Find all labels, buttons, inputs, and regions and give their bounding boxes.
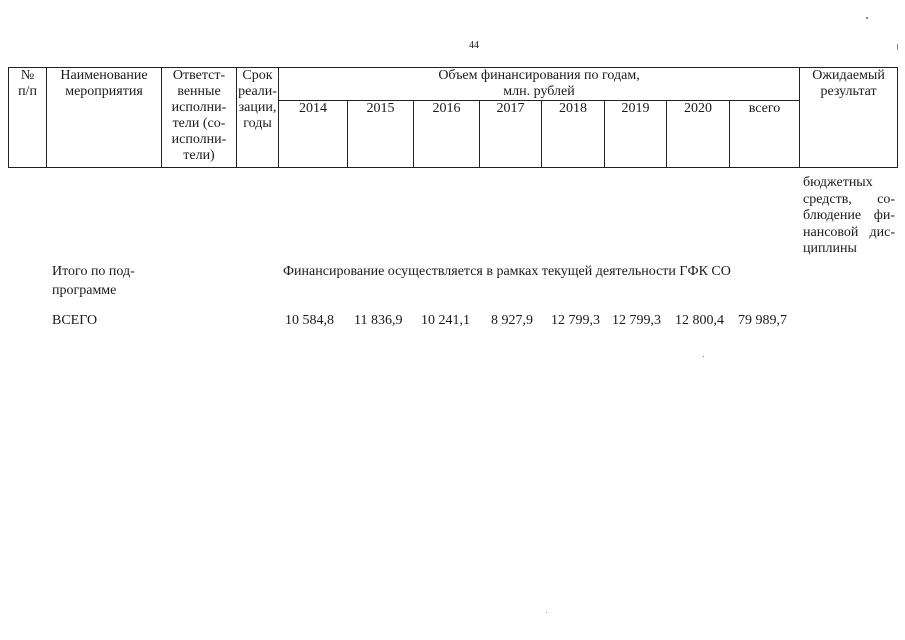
header-name-line: Наименование [60, 68, 148, 83]
header-year-2016: 2016 [414, 101, 480, 168]
financing-table-header [8, 67, 898, 168]
header-year-2019: 2019 [605, 101, 667, 168]
continued-result-line: блюдение фи- [803, 208, 895, 223]
header-responsible-line: исполни- [171, 100, 227, 115]
continued-result-line: нансовой дис- [803, 224, 895, 240]
header-year-2017: 2017 [480, 101, 542, 168]
total-value-2016: 10 241,1 [421, 313, 470, 328]
subtotal-label-line: программе [52, 283, 117, 298]
header-funding-line: млн. рублей [503, 84, 575, 99]
header-year-total: всего [730, 101, 800, 168]
total-value-2014: 10 584,8 [285, 313, 334, 328]
header-responsible-line: тели (со- [172, 116, 226, 131]
header-number-line: п/п [18, 84, 37, 99]
continued-result-line: циплины [803, 241, 857, 256]
header-responsible-line: тели) [183, 148, 215, 163]
header-number-line: № [20, 68, 35, 83]
header-term-line: Срок [242, 68, 273, 83]
subtotal-label-line: Итого по под- [52, 264, 135, 279]
header-name-line: мероприятия [65, 84, 143, 99]
header-cell-term [237, 68, 279, 168]
header-responsible-line: Ответст- [172, 68, 226, 83]
continued-result-text [803, 175, 895, 258]
header-responsible-line: исполни- [171, 132, 227, 147]
subtotal-note: Финансирование осуществляется в рамках текущей деятельности ГФК СО [283, 264, 731, 279]
scan-speck [897, 44, 898, 50]
scan-speck [546, 612, 547, 613]
total-value-all: 79 989,7 [738, 313, 787, 328]
header-responsible-line: венные [177, 84, 221, 99]
header-year-2020: 2020 [667, 101, 730, 168]
total-value-2019: 12 799,3 [612, 313, 661, 328]
header-result-line: результат [820, 84, 877, 99]
scan-speck [703, 356, 704, 357]
header-cell-result [800, 68, 898, 168]
subtotal-label [52, 262, 172, 300]
total-value-2015: 11 836,9 [354, 313, 403, 328]
header-term-line: реали- [238, 84, 277, 99]
continued-result-line: средств, со- [803, 191, 895, 207]
header-cell-responsible [162, 68, 237, 168]
total-label: ВСЕГО [52, 313, 98, 328]
total-value-2018: 12 799,3 [551, 313, 600, 328]
scan-speck [866, 17, 868, 19]
header-result-line: Ожидаемый [812, 68, 885, 83]
header-funding-line: Объем финансирования по годам, [438, 68, 640, 83]
header-year-2015: 2015 [348, 101, 414, 168]
total-value-2017: 8 927,9 [491, 313, 533, 328]
header-cell-name [47, 68, 162, 168]
continued-result-line: бюджетных [803, 175, 873, 190]
header-cell-funding [279, 68, 800, 101]
total-value-2020: 12 800,4 [675, 313, 724, 328]
header-year-2018: 2018 [542, 101, 605, 168]
header-year-2014: 2014 [279, 101, 348, 168]
header-term-line: годы [243, 116, 272, 131]
header-term-line: зации, [238, 100, 277, 115]
header-cell-number [9, 68, 47, 168]
page-number: 44 [469, 40, 479, 51]
